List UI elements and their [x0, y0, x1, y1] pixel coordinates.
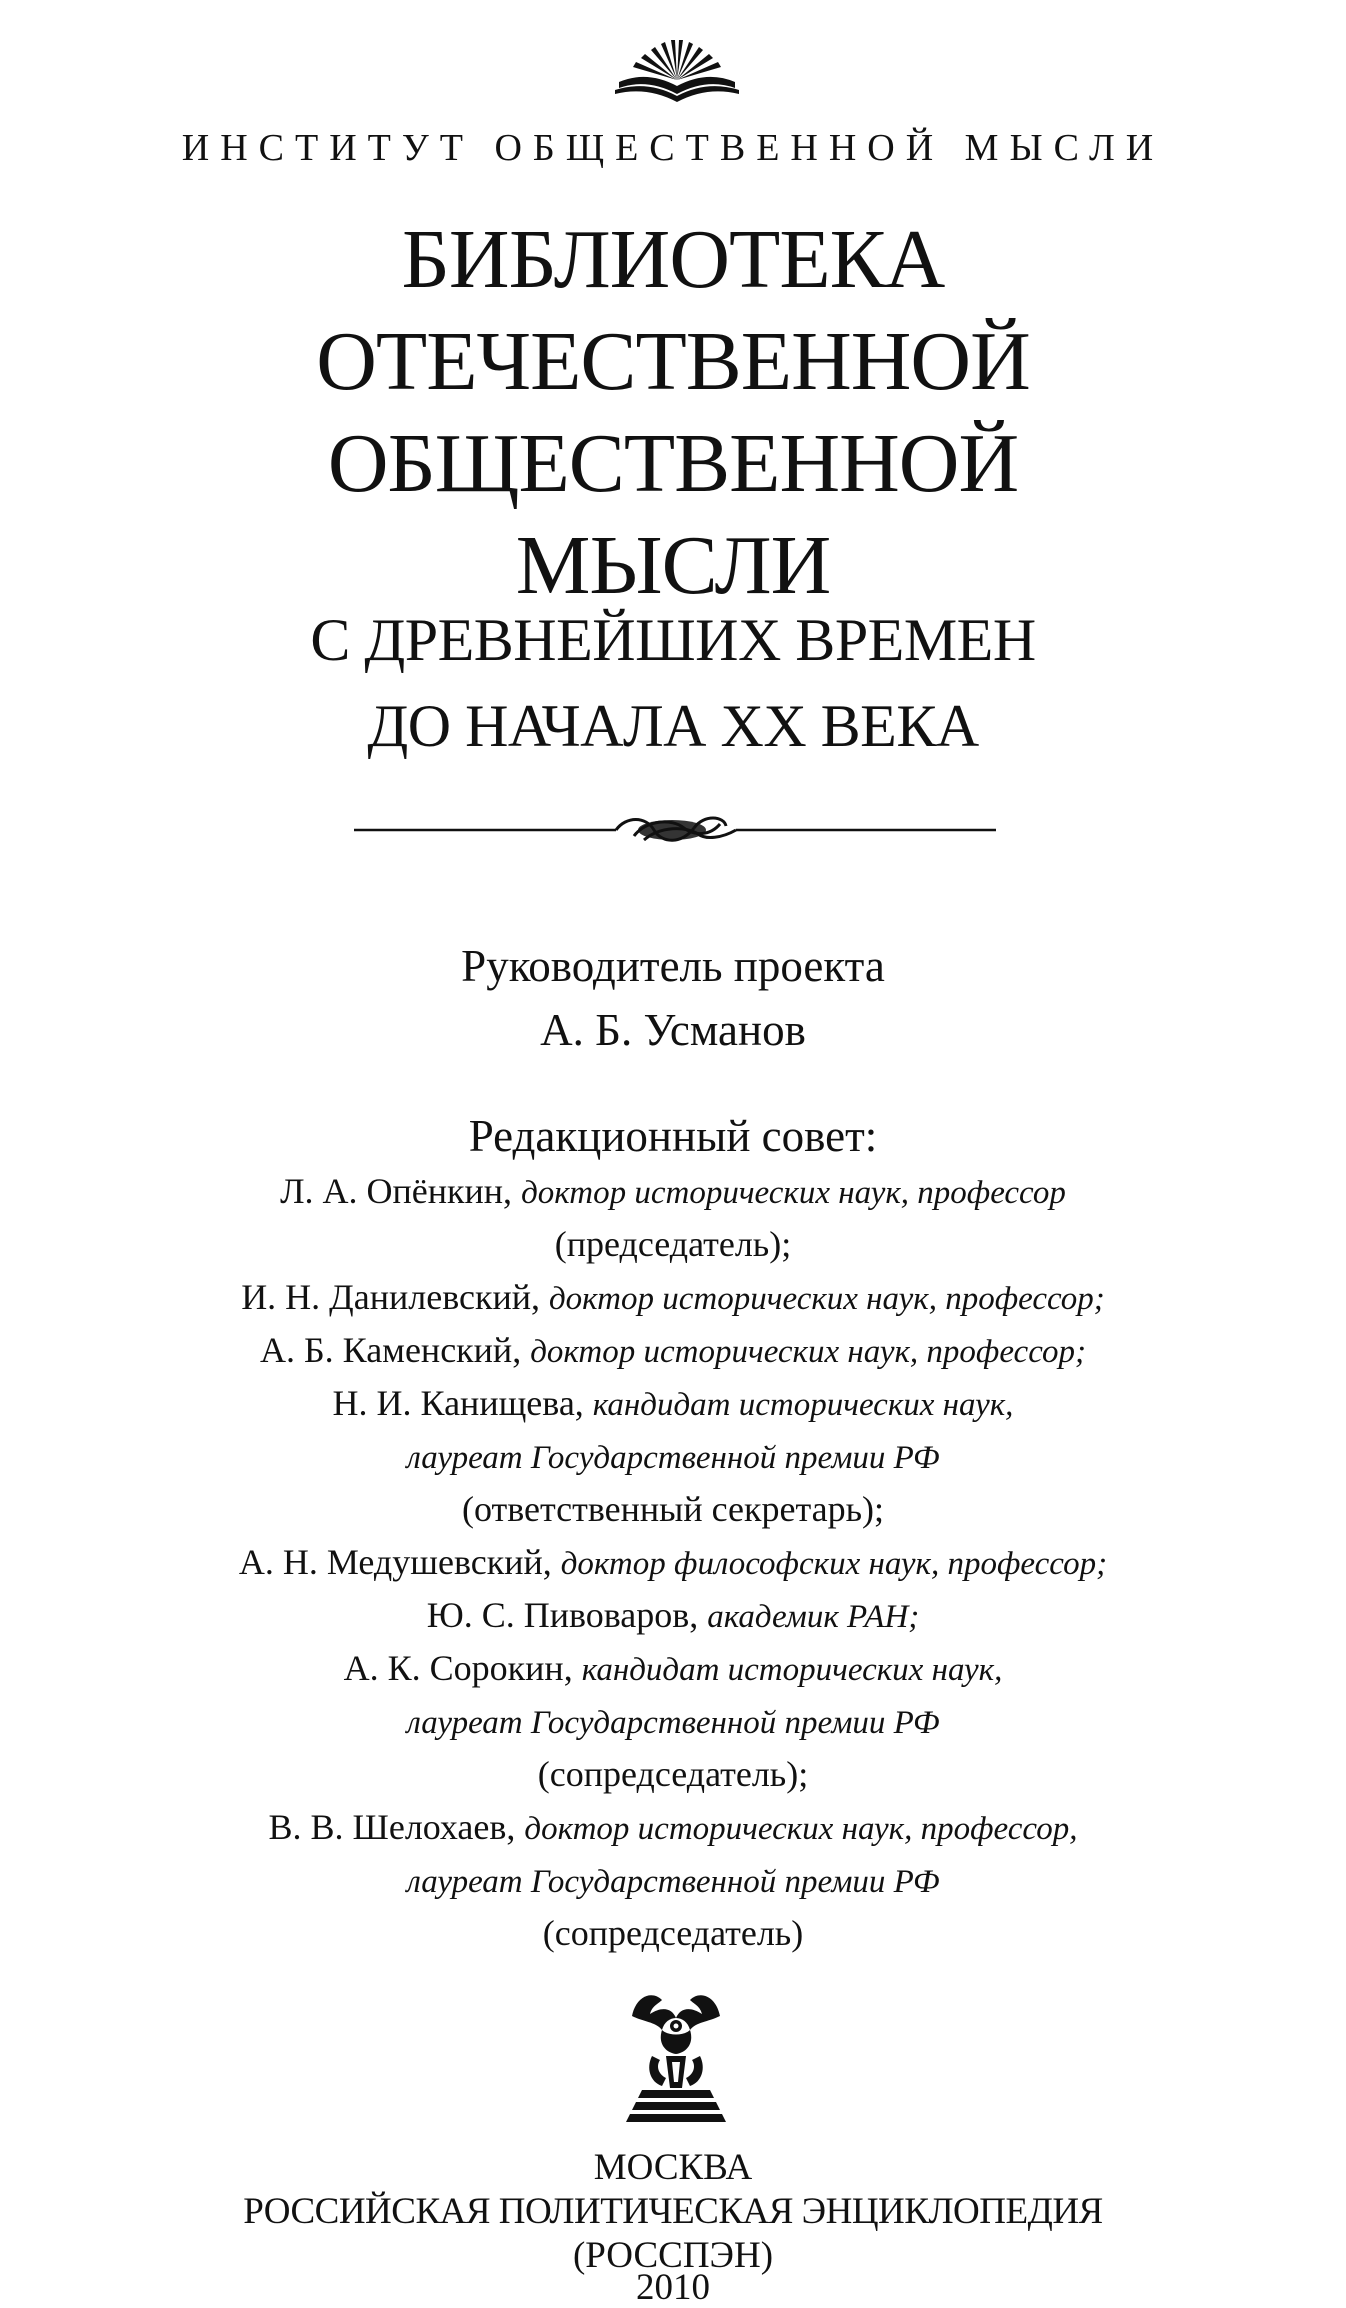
member-name: (председатель);: [554, 1224, 792, 1264]
board-line: [0, 1537, 1346, 1590]
imprint-year: 2010: [636, 2267, 710, 2308]
member-role: доктор исторических наук, профессор: [521, 1175, 1066, 1211]
institute-name: ИНСТИТУТ ОБЩЕСТВЕННОЙ МЫСЛИ: [181, 127, 1165, 169]
member-name: А. К. Сорокин,: [343, 1648, 582, 1688]
member-role: лауреат Государственной премии РФ: [406, 1705, 940, 1741]
board-line: [0, 1590, 1346, 1643]
title-line-1: БИБЛИОТЕКА: [401, 213, 945, 306]
board-line: [0, 1272, 1346, 1325]
title-line-3: ОБЩЕСТВЕННОЙ: [327, 417, 1019, 510]
member-name: А. Б. Каменский,: [259, 1330, 531, 1370]
member-role: кандидат исторических наук,: [581, 1652, 1003, 1688]
member-name: (ответственный секретарь);: [461, 1489, 885, 1529]
board-line: [0, 1696, 1346, 1749]
griffin-emblem-icon: [622, 1986, 730, 2126]
editorial-board-title: Редакционный совет:: [468, 1111, 878, 1161]
subtitle-line-1: С ДРЕВНЕЙШИХ ВРЕМЕН: [310, 607, 1036, 673]
editorial-board-list: [0, 1166, 1346, 1961]
imprint-city: МОСКВА: [593, 2147, 753, 2188]
subtitle-line-2: ДО НАЧАЛА XX ВЕКА: [367, 693, 979, 759]
member-name: В. В. Шелохаев,: [268, 1807, 525, 1847]
board-line: [0, 1431, 1346, 1484]
member-role: доктор философских наук, профессор;: [560, 1546, 1108, 1582]
board-line: [0, 1855, 1346, 1908]
member-role: доктор исторических наук, профессор,: [524, 1811, 1078, 1847]
imprint-publisher: РОССИЙСКАЯ ПОЛИТИЧЕСКАЯ ЭНЦИКЛОПЕДИЯ: [243, 2191, 1103, 2232]
board-line: [0, 1166, 1346, 1219]
member-name: Н. И. Канищева,: [332, 1383, 593, 1423]
board-line: [0, 1749, 1346, 1802]
member-name: Ю. С. Пивоваров,: [426, 1595, 708, 1635]
member-name: И. Н. Данилевский,: [241, 1277, 549, 1317]
member-role: лауреат Государственной премии РФ: [406, 1440, 940, 1476]
member-role: академик РАН;: [707, 1599, 920, 1635]
title-line-4: МЫСЛИ: [515, 519, 831, 612]
flourish-divider-icon: [354, 806, 996, 854]
project-lead-label: Руководитель проекта: [461, 941, 885, 991]
member-name: Л. А. Опёнкин,: [280, 1171, 522, 1211]
board-line: [0, 1802, 1346, 1855]
board-line: [0, 1908, 1346, 1961]
member-name: (сопредседатель);: [537, 1754, 809, 1794]
board-line: [0, 1325, 1346, 1378]
member-role: доктор исторических наук, профессор;: [530, 1334, 1087, 1370]
board-line: [0, 1484, 1346, 1537]
open-book-sunburst-icon: [613, 34, 741, 104]
member-name: (сопредседатель): [542, 1913, 804, 1953]
board-line: [0, 1643, 1346, 1696]
member-role: доктор исторических наук, профессор;: [548, 1281, 1105, 1317]
board-line: [0, 1219, 1346, 1272]
project-lead-name: А. Б. Усманов: [540, 1005, 806, 1055]
title-line-2: ОТЕЧЕСТВЕННОЙ: [316, 315, 1030, 408]
board-line: [0, 1378, 1346, 1431]
member-name: А. Н. Медушевский,: [238, 1542, 561, 1582]
member-role: лауреат Государственной премии РФ: [406, 1864, 940, 1900]
imprint-publisher-abbr: (РОССПЭН): [572, 2235, 774, 2276]
member-role: кандидат исторических наук,: [592, 1387, 1014, 1423]
